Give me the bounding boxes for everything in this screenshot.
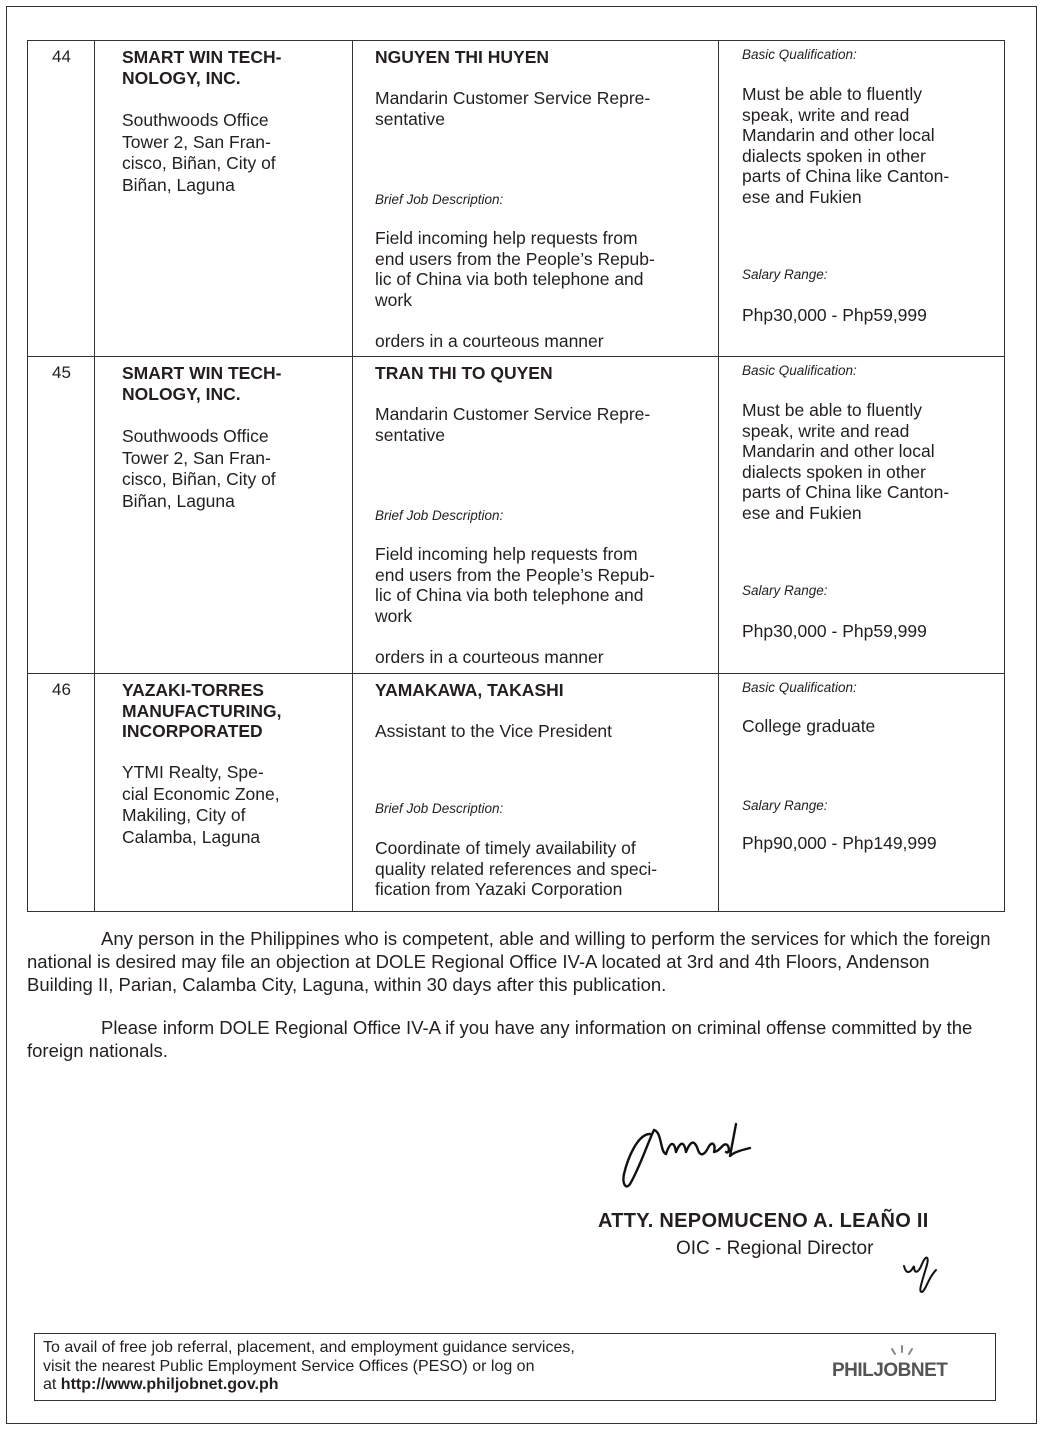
- qualification-cell: [719, 41, 1005, 357]
- position-cell: [353, 674, 719, 912]
- employer-address: Southwoods Office Tower 2, San Fran- cisco, Biñan, City of Biñan, Laguna: [122, 426, 276, 511]
- philjobnet-logo: [832, 1344, 972, 1392]
- salary-range-label: Salary Range:: [742, 798, 828, 813]
- position-cell: [353, 357, 719, 674]
- table-row: [28, 41, 1005, 357]
- salary-range: Php30,000 - Php59,999: [742, 621, 927, 641]
- entry-number: 44: [52, 47, 71, 66]
- job-description-continued: orders in a courteous manner: [375, 331, 604, 351]
- entry-number: 45: [52, 363, 71, 382]
- brief-job-description: Field incoming help requests from end users from the People’s Repub- lic of China via both telephone and work: [375, 544, 655, 626]
- initials-mark: [900, 1248, 942, 1296]
- job-title: Mandarin Customer Service Repre- sentative: [375, 88, 651, 129]
- signatory-name: ATTY. NEPOMUCENO A. LEAÑO II: [598, 1210, 929, 1232]
- employer-address: YTMI Realty, Spe- cial Economic Zone, Makiling, City of Calamba, Laguna: [122, 762, 280, 847]
- table-row: [28, 674, 1005, 912]
- signatory-title: OIC - Regional Director: [676, 1238, 874, 1259]
- entry-number-cell: [28, 41, 95, 357]
- brief-job-description-label: Brief Job Description:: [375, 801, 504, 816]
- entry-number-cell: [28, 357, 95, 674]
- criminal-offense-notice: Please inform DOLE Regional Office IV-A if you have any information on criminal offense committed by the foreign nationals.: [27, 1017, 973, 1061]
- qualification-cell: [719, 357, 1005, 674]
- basic-qualification-label: Basic Qualification:: [742, 363, 857, 378]
- brief-job-description-label: Brief Job Description:: [375, 508, 504, 523]
- salary-range-label: Salary Range:: [742, 583, 828, 598]
- entry-number: 46: [52, 680, 71, 699]
- salary-range-label: Salary Range:: [742, 267, 828, 282]
- employer-name: SMART WIN TECH- NOLOGY, INC.: [122, 47, 282, 88]
- logo-text: PHILJOBNET: [832, 1360, 948, 1381]
- foreign-national-name: NGUYEN THI HUYEN: [375, 47, 550, 67]
- signature-mark: [610, 1112, 790, 1197]
- footer-box: [34, 1333, 996, 1401]
- job-title: Mandarin Customer Service Repre- sentative: [375, 404, 651, 445]
- basic-qualification: Must be able to fluently speak, write and read Mandarin and other local dialects spoken in other parts of China like Canton- ese and Fukien: [742, 84, 950, 207]
- basic-qualification: College graduate: [742, 716, 876, 736]
- footer-url[interactable]: http://www.philjobnet.gov.ph: [60, 1376, 279, 1393]
- employer-name: SMART WIN TECH- NOLOGY, INC.: [122, 363, 282, 404]
- employer-address: Southwoods Office Tower 2, San Fran- cisco, Biñan, City of Biñan, Laguna: [122, 110, 276, 195]
- table-row: [28, 357, 1005, 674]
- brief-job-description: Field incoming help requests from end users from the People’s Repub- lic of China via both telephone and work: [375, 228, 655, 310]
- employer-name: YAZAKI-TORRES MANUFACTURING, INCORPORATED: [122, 680, 282, 741]
- footer-text: [43, 1339, 575, 1395]
- foreign-nationals-table: [27, 40, 1005, 912]
- objection-notice: Any person in the Philippines who is competent, able and willing to perform the services for which the foreign national is desired may file an objection at DOLE Regional Office IV-A located at 3rd and 4th Floors, Andenson Building II, Parian, Calamba City, Laguna, within 30 days after this publication.: [27, 928, 991, 995]
- foreign-national-name: TRAN THI TO QUYEN: [375, 363, 553, 383]
- footer-message: To avail of free job referral, placement, and employment guidance services, visit the nearest Public Employment Service Offices (PESO) or log on at: [43, 1339, 575, 1393]
- logo-rays-icon: [882, 1344, 922, 1360]
- basic-qualification-label: Basic Qualification:: [742, 680, 857, 695]
- employer-cell: [95, 674, 353, 912]
- salary-range: Php30,000 - Php59,999: [742, 305, 927, 325]
- position-cell: [353, 41, 719, 357]
- brief-job-description-label: Brief Job Description:: [375, 192, 504, 207]
- basic-qualification-label: Basic Qualification:: [742, 47, 857, 62]
- brief-job-description: Coordinate of timely availability of quality related references and speci- fication from Yazaki Corporation: [375, 838, 658, 899]
- job-title: Assistant to the Vice President: [375, 721, 613, 741]
- entry-number-cell: [28, 674, 95, 912]
- employer-cell: [95, 357, 353, 674]
- salary-range: Php90,000 - Php149,999: [742, 833, 937, 853]
- job-description-continued: orders in a courteous manner: [375, 647, 604, 667]
- employer-cell: [95, 41, 353, 357]
- basic-qualification: Must be able to fluently speak, write and read Mandarin and other local dialects spoken in other parts of China like Canton- ese and Fukien: [742, 400, 950, 523]
- foreign-national-name: YAMAKAWA, TAKASHI: [375, 680, 564, 700]
- qualification-cell: [719, 674, 1005, 912]
